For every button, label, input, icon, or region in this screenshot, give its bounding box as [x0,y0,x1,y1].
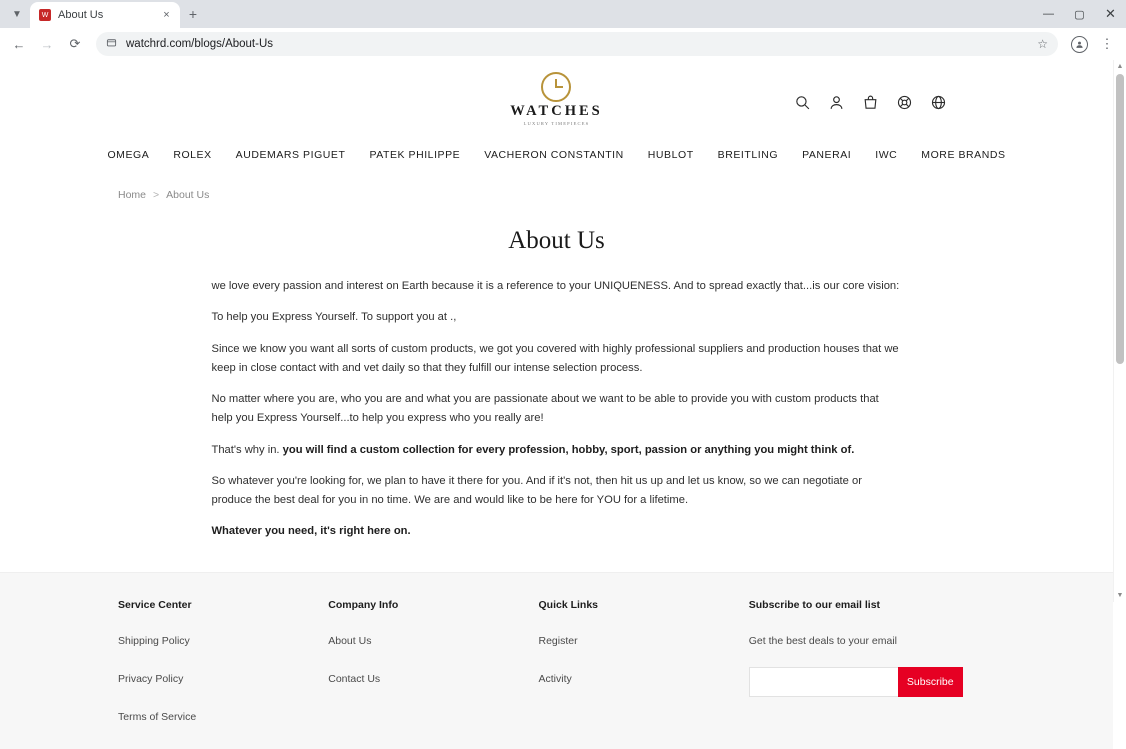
paragraph-highlight [212,441,902,460]
page-viewport [0,60,1126,723]
closing-bold: Whatever you need, it's right here on. [211,525,411,538]
support-icon[interactable] [894,92,914,112]
footer-link-about-us[interactable]: About Us [328,634,372,647]
url-text: watchrd.com/blogs/About-Us [126,38,274,50]
nav-item-omega[interactable]: OMEGA [107,149,150,161]
header-icon-group [792,92,948,112]
page-title: About Us [508,227,605,254]
highlight-lead: That's why in. [211,443,280,456]
nav-item-breitling[interactable]: BREITLING [717,149,779,161]
nav-item-more-brands[interactable]: MORE BRANDS [921,149,1006,161]
tab-close-icon[interactable]: × [163,9,170,21]
footer-link-contact-us[interactable]: Contact Us [328,672,381,685]
window-controls [1033,0,1126,28]
web-page [0,60,1113,723]
paragraph-4: No matter where you are, who you are and what you are passionate about we want to be able to provide you with custom products that help you Express Yourself...to help you express who you really are! [211,393,879,425]
subscribe-note: Get the best deals to your email [748,634,897,647]
site-header [0,60,1113,161]
address-bar[interactable] [96,32,1058,56]
bag-icon[interactable] [860,92,880,112]
subscribe-form [749,667,963,697]
breadcrumb-current: About Us [166,189,210,201]
email-input[interactable] [749,667,898,697]
logo-row [0,72,1113,126]
nav-item-patek-philippe[interactable]: PATEK PHILIPPE [369,149,461,161]
close-window-button[interactable]: ✕ [1105,6,1116,21]
avatar [1071,36,1088,53]
footer-link-shipping-policy[interactable]: Shipping Policy [118,634,190,647]
breadcrumb [118,189,1113,201]
reload-icon[interactable]: ⟳ [69,36,81,51]
paragraph-1: we love every passion and interest on Earth because it is a reference to your UNIQUENESS. And to spread exactly that...is our core vision: [211,280,900,292]
nav-item-panerai[interactable]: PANERAI [802,149,852,161]
paragraph-closing [212,522,902,541]
breadcrumb-home-link[interactable]: Home [118,189,147,201]
logo-tagline: LUXURY TIMEPIECES [523,121,590,126]
browser-menu-icon[interactable]: ⋮ [1100,36,1114,51]
site-favicon-icon: W [39,9,51,21]
footer-column-company-info [328,599,538,749]
nav-item-iwc[interactable]: IWC [875,149,898,161]
footer-heading-service-center: Service Center [118,598,192,611]
maximize-button[interactable]: ▢ [1074,8,1085,21]
browser-toolbar [0,28,1126,60]
tab-title: About Us [58,9,104,21]
site-info-icon[interactable] [106,37,117,51]
nav-item-audemars-piguet[interactable]: AUDEMARS PIGUET [235,149,346,161]
tab-strip [0,0,1126,28]
account-icon[interactable] [826,92,846,112]
forward-arrow-icon[interactable]: → [40,36,54,52]
tab-search-chevron-down-icon[interactable]: ▼ [12,8,22,20]
footer-link-register[interactable]: Register [538,634,578,647]
scroll-up-arrow-icon[interactable]: ▲ [1116,63,1124,70]
paragraph-5: So whatever you're looking for, we plan to have it there for you. And if it's not, then hit us up and let us know, so we can negotiate or produce the best deal for you in no time. We are and would like to be here for YOU for a lifetime. [211,474,862,507]
profile-avatar-icon[interactable] [1066,31,1092,57]
breadcrumb-separator: > [153,189,160,201]
site-footer [0,572,1113,749]
footer-link-terms-of-service[interactable]: Terms of Service [118,710,197,723]
footer-column-quick-links [539,599,749,749]
browser-tab-about-us[interactable] [30,2,180,28]
scrollbar-thumb[interactable] [1116,74,1124,364]
paragraph-3: Since we know you want all sorts of custom products, we got you covered with highly professional suppliers and production houses that we keep in close contact with and vet daily so that they fulfill our intense selection process. [211,342,899,374]
main-navigation [0,149,1113,161]
article-body [212,227,902,542]
new-tab-button[interactable]: + [188,6,198,22]
highlight-bold: you will find a custom collection for every profession, hobby, sport, passion or anything you might think of. [282,443,855,456]
minimize-button[interactable]: — [1043,8,1054,20]
bookmark-star-icon[interactable]: ☆ [1037,37,1048,51]
footer-heading-subscribe: Subscribe to our email list [748,598,881,611]
nav-item-vacheron-constantin[interactable]: VACHERON CONSTANTIN [484,149,624,161]
scroll-down-arrow-icon[interactable]: ▼ [1116,592,1124,599]
footer-column-service-center [118,599,328,749]
footer-heading-company-info: Company Info [328,598,399,611]
footer-heading-quick-links: Quick Links [538,598,599,611]
paragraph-2: To help you Express Yourself. To support you at ., [211,311,457,324]
search-icon[interactable] [792,92,812,112]
language-icon[interactable] [928,92,948,112]
footer-link-activity[interactable]: Activity [538,672,572,685]
back-arrow-icon[interactable]: ← [12,36,26,52]
watch-logo-icon [541,72,571,102]
site-logo[interactable] [510,72,602,126]
page-scrollbar[interactable] [1113,60,1126,602]
nav-item-hublot[interactable]: HUBLOT [647,149,694,161]
footer-link-privacy-policy[interactable]: Privacy Policy [118,672,184,685]
nav-item-rolex[interactable]: ROLEX [173,149,212,161]
subscribe-button[interactable]: Subscribe [898,667,963,697]
footer-column-subscribe [749,599,995,749]
logo-wordmark: WATCHES [510,103,603,119]
